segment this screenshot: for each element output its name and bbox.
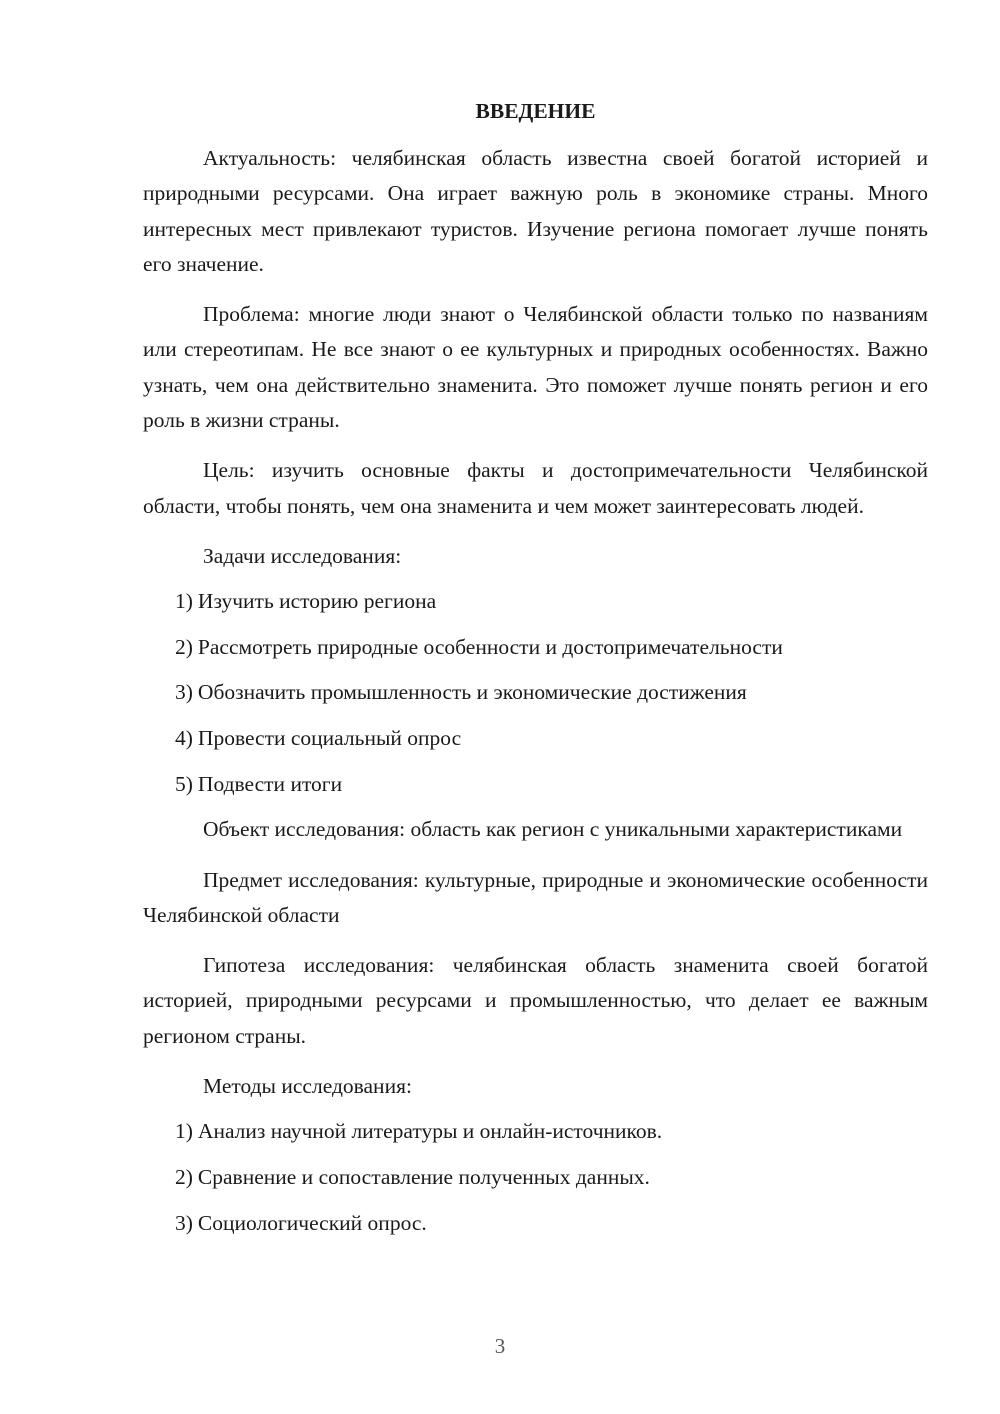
list-item [143,767,928,802]
subject-paragraph: Предмет исследования: культурные, природные и экономические особенности Челябинской области [143,867,928,927]
problem-paragraph: Проблема: многие люди знают о Челябинской области только по названиям или стереотипам. Не все знают о ее культурных и природных особенностях. Важно узнать, чем она действительно знаменита. Это поможет лучше понять регион и его роль в жизни страны. [143,302,928,433]
methods-list [143,1114,928,1240]
list-item-text: Изучить историю региона [197,589,437,614]
document-page [143,96,928,1251]
list-item [143,584,928,619]
list-item [143,1114,928,1149]
list-item [143,1206,928,1241]
tasks-list [143,584,928,802]
list-item [143,1160,928,1195]
page-title: ВВЕДЕНИЕ [475,99,596,123]
list-item [143,675,928,710]
list-item-text: Подвести итоги [197,771,343,796]
relevance-paragraph: Актуальность: челябинская область известна своей богатой историей и природными ресурсами. Она играет важную роль в экономике страны. Много интересных мест привлекают туристов. Изучение региона помогает лучше понять его значение. [143,146,928,276]
list-item-text: Провести социальный опрос [197,726,462,751]
list-item-number: 4) [175,726,193,751]
list-item-text: Анализ научной литературы и онлайн-источников. [197,1119,663,1144]
list-item-number: 3) [175,1210,193,1235]
list-item-number: 1) [175,1119,193,1144]
list-item-text: Социологический опрос. [197,1210,427,1235]
tasks-heading: Задачи исследования: [203,543,402,568]
hypothesis-paragraph: Гипотеза исследования: челябинская область знаменита своей богатой историей, природными ресурсами и промышленностью, что делает ее важным регионом страны. [143,953,928,1048]
list-item-text: Обозначить промышленность и экономические достижения [197,680,747,705]
page-number: 3 [494,1334,506,1358]
list-item-text: Рассмотреть природные особенности и достопримечательности [197,634,783,659]
list-item-number: 2) [175,634,193,659]
object-paragraph: Объект исследования: область как регион с уникальными характеристиками [203,817,903,842]
list-item [143,630,928,665]
list-item [143,721,928,756]
goal-paragraph: Цель: изучить основные факты и достопримечательности Челябинской области, чтобы понять, чем она знаменита и чем может заинтересовать людей. [143,458,928,518]
list-item-number: 1) [175,589,193,614]
list-item-number: 3) [175,680,193,705]
methods-heading: Методы исследования: [203,1074,412,1099]
list-item-text: Сравнение и сопоставление полученных данных. [197,1164,650,1189]
list-item-number: 2) [175,1164,193,1189]
list-item-number: 5) [175,771,193,796]
